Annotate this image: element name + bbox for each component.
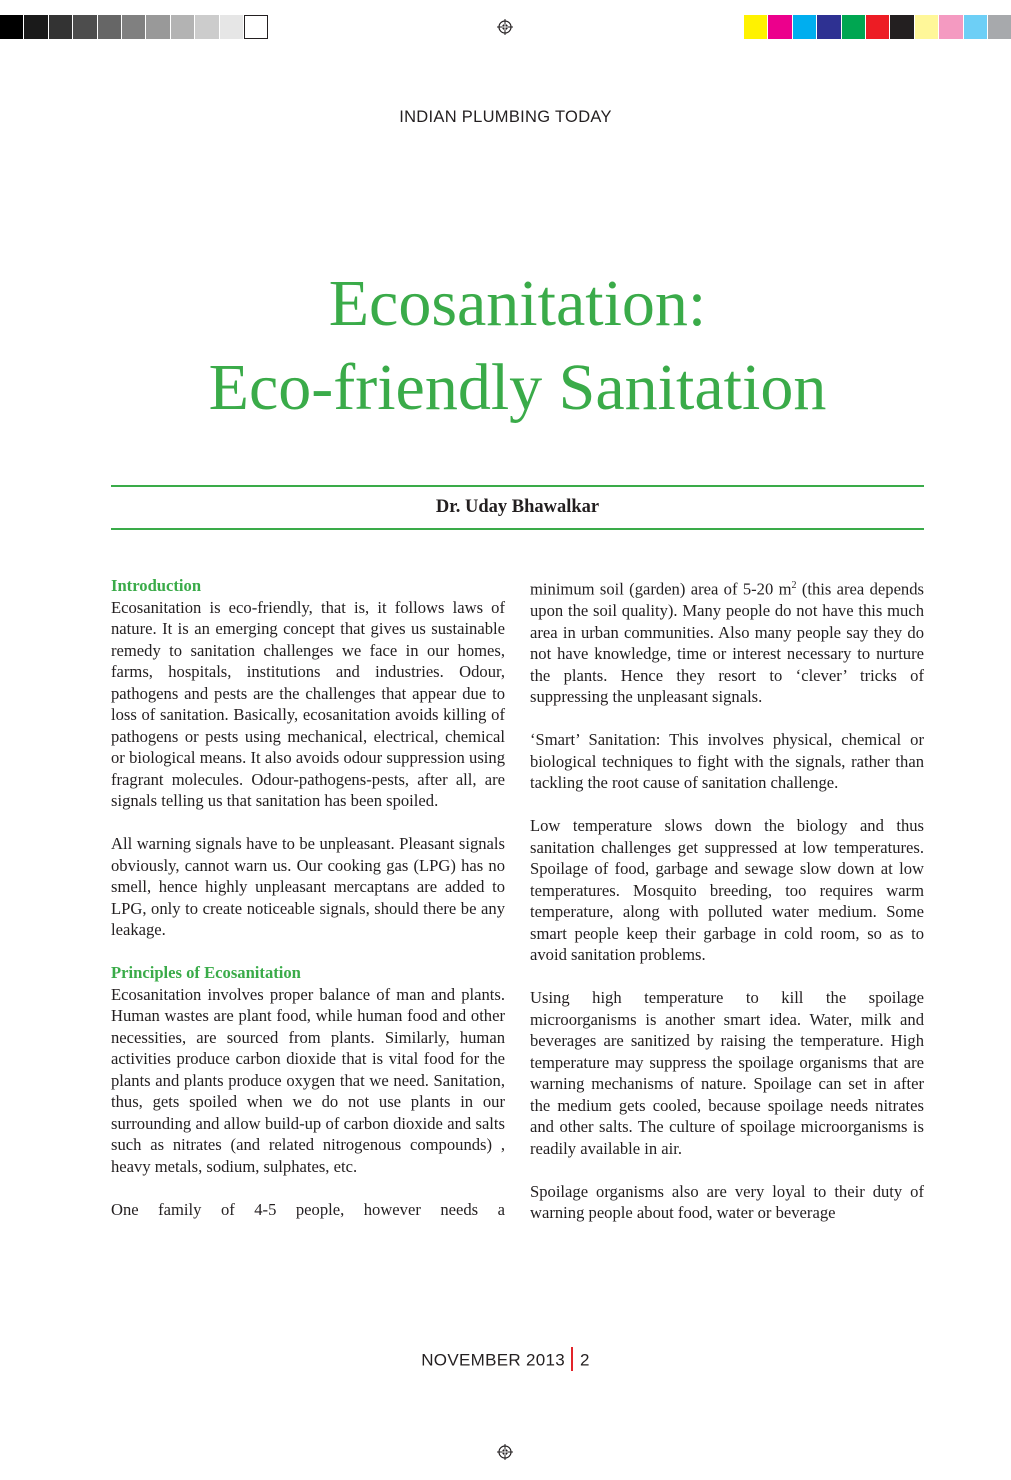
grayscale-color-bar: [0, 15, 268, 39]
color-swatch: [793, 15, 817, 39]
text-run: (this area depends upon the soil quality). Many people do not have this much area in urban communities. Also many people say they do not have knowledge, time or interest necessary to nurture the plants. Hence they resort to ‘clever’ tricks of suppressing the unpleasant signals.: [530, 579, 924, 707]
author-rule-bottom: [111, 528, 924, 530]
paragraph: All warning signals have to be unpleasant. Pleasant signals obviously, cannot warn us. Our cooking gas (LPG) has no smell, hence highly unpleasant mercaptans are added to LPG, only to create noticeable signals, should there be any leakage.: [111, 834, 505, 939]
gray-swatch: [220, 15, 244, 39]
paragraph: Using high temperature to kill the spoilage microorganisms is another smart idea. Water, milk and beverages are sanitized by raising the temperature. High temperature may suppress the spoilage organisms that are warning mechanisms of nature. Spoilage can set in after the medium gets cooled, because spoilage needs nitrates and other salts. The culture of spoilage microorganisms is readily available in air.: [530, 988, 924, 1158]
color-swatch: [768, 15, 792, 39]
paragraph: Ecosanitation is eco-friendly, that is, it follows laws of nature. It is an emerging concept that gives us sustainable remedy to sanitation challenges we face in our homes, farms, hospitals, institutions and industries. Odour, pathogens and pests are the challenges that appear due to loss of sanitation. Basically, ecosanitation avoids killing of pathogens or pests using mechanical, electrical, chemical or biological means. It also avoids odour suppression using fragrant molecules. Odour-pathogens-pests, after all, are signals telling us that sanitation has been spoiled.: [111, 597, 505, 810]
paragraph: ‘Smart’ Sanitation: This involves physical, chemical or biological techniques to fight with the signals, rather than tackling the root cause of sanitation challenge.: [530, 730, 924, 793]
gray-swatch: [24, 15, 48, 39]
color-swatch: [915, 15, 939, 39]
footer-divider: [571, 1347, 573, 1371]
gray-swatch: [98, 15, 122, 39]
gray-swatch: [244, 15, 268, 39]
registration-mark-top-icon: [497, 19, 513, 35]
process-color-bar: [744, 15, 1011, 39]
title-line-1: Ecosanitation:: [328, 267, 707, 340]
gray-swatch: [73, 15, 97, 39]
gray-swatch: [171, 15, 195, 39]
page-footer: [0, 1349, 1011, 1373]
section-heading-principles: Principles of Ecosanitation: [111, 963, 301, 982]
superscript: 2: [791, 580, 797, 591]
color-swatch: [744, 15, 768, 39]
color-swatch: [988, 15, 1011, 39]
issue-date: NOVEMBER 2013: [421, 1350, 565, 1370]
gray-swatch: [146, 15, 170, 39]
registration-mark-bottom-icon: [497, 1444, 513, 1460]
paragraph-continued: Spoilage organisms also are very loyal to their duty of warning people about food, water or beverage: [530, 1181, 924, 1223]
paragraph: [530, 575, 924, 708]
left-column: [111, 575, 505, 1220]
gray-swatch: [49, 15, 73, 39]
color-swatch: [939, 15, 963, 39]
article-title: [0, 262, 1011, 430]
publication-header: INDIAN PLUMBING TODAY: [399, 108, 612, 126]
paragraph-continued: One family of 4-5 people, however needs a: [111, 1199, 505, 1219]
text-run: minimum soil (garden) area of 5-20 m: [530, 579, 792, 599]
color-swatch: [842, 15, 866, 39]
paragraph: Ecosanitation involves proper balance of man and plants. Human wastes are plant food, while human food and other necessities, are sourced from plants. Similarly, human activities produce carbon dioxide that is vital food for the plants and plants produce oxygen that we need. Sanitation, thus, gets spoiled when we do not use plants in our surrounding and allow build-up of carbon dioxide and salts such as nitrates (and related nitrogenous compounds) , heavy metals, sodium, sulphates, etc.: [111, 984, 505, 1176]
gray-swatch: [0, 15, 24, 39]
color-swatch: [866, 15, 890, 39]
color-swatch: [964, 15, 988, 39]
color-swatch: [890, 15, 914, 39]
author-rule-top: [111, 485, 924, 487]
gray-swatch: [122, 15, 146, 39]
title-line-2: Eco-friendly Sanitation: [208, 351, 827, 424]
color-swatch: [817, 15, 841, 39]
gray-swatch: [195, 15, 219, 39]
right-column: [530, 575, 924, 1224]
paragraph: Low temperature slows down the biology and thus sanitation challenges get suppressed at low temperatures. Spoilage of food, garbage and sewage slow down at low temperatures. Mosquito breeding, too requires warm temperature, along with polluted water medium. Some smart people keep their garbage in cold room, so as to avoid sanitation problems.: [530, 816, 924, 965]
author-byline: Dr. Uday Bhawalkar: [435, 497, 600, 517]
page-number: 2: [579, 1350, 590, 1370]
section-heading-introduction: Introduction: [111, 576, 202, 595]
